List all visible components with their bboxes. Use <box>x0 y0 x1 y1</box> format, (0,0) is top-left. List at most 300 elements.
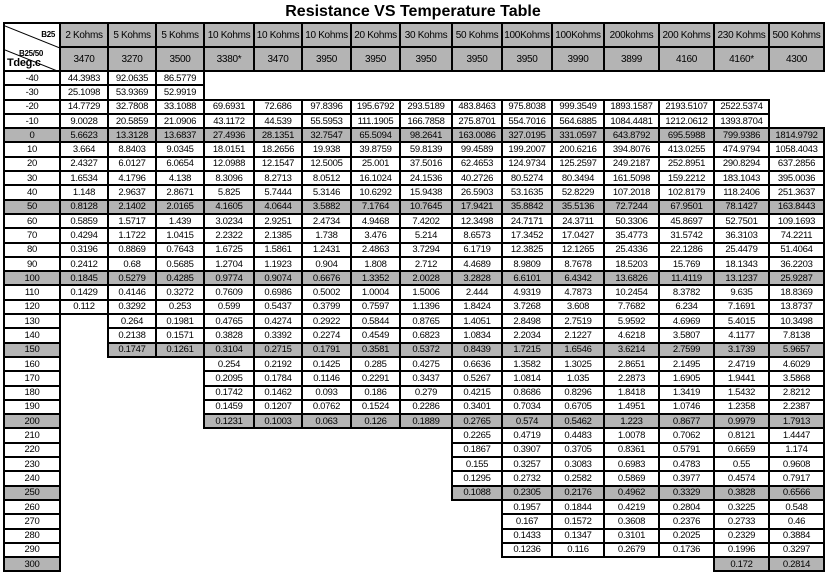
resistance-value-cell: 6.6101 <box>502 271 552 285</box>
resistance-value-cell: 2.8651 <box>604 357 659 371</box>
empty-cell <box>108 371 156 385</box>
table-row <box>4 486 824 500</box>
resistance-value-cell: 35.5136 <box>552 200 604 214</box>
resistance-value-cell: 6.1719 <box>452 243 502 257</box>
temperature-cell: 90 <box>4 257 60 271</box>
empty-cell <box>714 71 769 85</box>
empty-cell <box>302 514 351 528</box>
empty-cell <box>452 529 502 543</box>
resistance-value-cell: 0.4294 <box>60 228 108 242</box>
resistance-value-cell: 0.6986 <box>254 285 302 299</box>
empty-cell <box>156 486 204 500</box>
resistance-value-cell: 2.1227 <box>552 328 604 342</box>
resistance-value-cell: 6.0127 <box>108 157 156 171</box>
resistance-value-cell: 0.9774 <box>204 271 254 285</box>
resistance-value-cell: 0.093 <box>302 386 351 400</box>
empty-cell <box>60 357 108 371</box>
resistance-value-cell: 2.8498 <box>502 314 552 328</box>
resistance-value-cell: 163.8443 <box>769 200 824 214</box>
empty-cell <box>108 357 156 371</box>
resistance-value-cell: 0.55 <box>714 457 769 471</box>
resistance-value-cell: 5.825 <box>204 185 254 199</box>
resistance-value-cell: 0.5791 <box>659 443 714 457</box>
empty-cell <box>302 500 351 514</box>
resistance-value-cell: 0.1347 <box>552 529 604 543</box>
empty-cell <box>60 400 108 414</box>
resistance-value-cell: 0.8361 <box>604 443 659 457</box>
empty-cell <box>351 428 400 442</box>
empty-cell <box>552 71 604 85</box>
resistance-value-cell: 86.5779 <box>156 71 204 85</box>
table-row <box>4 200 824 214</box>
resistance-value-cell: 0.2305 <box>502 486 552 500</box>
resistance-value-cell: 1.4051 <box>452 314 502 328</box>
table-row <box>4 114 824 128</box>
empty-cell <box>302 443 351 457</box>
resistance-value-cell: 0.6636 <box>452 357 502 371</box>
empty-cell <box>302 457 351 471</box>
resistance-value-cell: 8.3096 <box>204 171 254 185</box>
resistance-value-cell: 483.8463 <box>452 100 502 114</box>
resistance-value-cell: 1.738 <box>302 228 351 242</box>
resistance-value-cell: 1.223 <box>604 414 659 428</box>
table-row <box>4 314 824 328</box>
empty-cell <box>156 557 204 571</box>
empty-cell <box>254 486 302 500</box>
column-header-resistance: 500 Kohms <box>769 23 824 47</box>
column-header-beta: 3990 <box>552 47 604 71</box>
resistance-value-cell: 8.0512 <box>302 171 351 185</box>
resistance-value-cell: 1084.4481 <box>604 114 659 128</box>
resistance-value-cell: 1.1923 <box>254 257 302 271</box>
resistance-value-cell: 2.1385 <box>254 228 302 242</box>
resistance-value-cell: 0.5844 <box>351 314 400 328</box>
resistance-value-cell: 24.3711 <box>552 214 604 228</box>
resistance-value-cell: 0.8869 <box>108 243 156 257</box>
empty-cell <box>108 471 156 485</box>
resistance-value-cell: 0.3608 <box>604 514 659 528</box>
resistance-value-cell: 0.8121 <box>714 428 769 442</box>
resistance-value-cell: 0.126 <box>351 414 400 428</box>
resistance-value-cell: 0.4765 <box>204 314 254 328</box>
resistance-value-cell: 1.5432 <box>714 386 769 400</box>
empty-cell <box>351 71 400 85</box>
resistance-value-cell: 99.4589 <box>452 142 502 156</box>
table-row <box>4 529 824 543</box>
table-row <box>4 300 824 314</box>
resistance-value-cell: 0.1572 <box>552 514 604 528</box>
empty-cell <box>254 557 302 571</box>
resistance-value-cell: 1.035 <box>552 371 604 385</box>
temperature-cell: 110 <box>4 285 60 299</box>
empty-cell <box>204 557 254 571</box>
resistance-value-cell: 0.2138 <box>108 328 156 342</box>
resistance-value-cell: 4.6969 <box>659 314 714 328</box>
empty-cell <box>60 343 108 357</box>
resistance-value-cell: 5.6623 <box>60 128 108 142</box>
empty-cell <box>254 457 302 471</box>
temperature-cell: -20 <box>4 100 60 114</box>
resistance-value-cell: 0.9074 <box>254 271 302 285</box>
column-header-beta: 3950 <box>351 47 400 71</box>
resistance-value-cell: 1393.8704 <box>714 114 769 128</box>
column-header-beta: 4160* <box>714 47 769 71</box>
empty-cell <box>351 471 400 485</box>
resistance-value-cell: 7.1691 <box>714 300 769 314</box>
resistance-value-cell: 2.4734 <box>302 214 351 228</box>
empty-cell <box>60 500 108 514</box>
resistance-value-cell: 0.1742 <box>204 386 254 400</box>
resistance-value-cell: 0.1231 <box>204 414 254 428</box>
resistance-value-cell: 0.3297 <box>769 543 824 557</box>
temperature-cell: 240 <box>4 471 60 485</box>
resistance-value-cell: 10.3498 <box>769 314 824 328</box>
resistance-value-cell: 36.3103 <box>714 228 769 242</box>
resistance-value-cell: 25.4336 <box>604 243 659 257</box>
resistance-value-cell: 159.2212 <box>659 171 714 185</box>
empty-cell <box>400 543 452 557</box>
empty-cell <box>254 471 302 485</box>
empty-cell <box>156 443 204 457</box>
empty-cell <box>60 557 108 571</box>
table-row <box>4 128 824 142</box>
resistance-value-cell: 0.5267 <box>452 371 502 385</box>
resistance-value-cell: 28.1351 <box>254 128 302 142</box>
resistance-value-cell: 474.9794 <box>714 142 769 156</box>
resistance-value-cell: 8.2713 <box>254 171 302 185</box>
resistance-value-cell: 1.6725 <box>204 243 254 257</box>
resistance-value-cell: 0.1867 <box>452 443 502 457</box>
resistance-value-cell: 0.1996 <box>714 543 769 557</box>
resistance-value-cell: 1.2431 <box>302 243 351 257</box>
column-header-resistance: 100Kohms <box>552 23 604 47</box>
resistance-value-cell: 0.3101 <box>604 529 659 543</box>
empty-cell <box>108 543 156 557</box>
resistance-value-cell: 163.0086 <box>452 128 502 142</box>
empty-cell <box>60 457 108 471</box>
resistance-value-cell: 80.3494 <box>552 171 604 185</box>
resistance-value-cell: 8.3782 <box>659 285 714 299</box>
empty-cell <box>204 514 254 528</box>
table-row <box>4 500 824 514</box>
resistance-value-cell: 125.2597 <box>552 157 604 171</box>
temperature-cell: -10 <box>4 114 60 128</box>
resistance-value-cell: 12.3498 <box>452 214 502 228</box>
resistance-value-cell: 0.4274 <box>254 314 302 328</box>
resistance-value-cell: 40.2726 <box>452 171 502 185</box>
column-header-beta: 3950 <box>452 47 502 71</box>
empty-cell <box>302 71 351 85</box>
resistance-value-cell: 0.4215 <box>452 386 502 400</box>
resistance-value-cell: 413.0255 <box>659 142 714 156</box>
resistance-value-cell: 4.138 <box>156 171 204 185</box>
resistance-value-cell: 8.6573 <box>452 228 502 242</box>
resistance-value-cell: 637.2856 <box>769 157 824 171</box>
resistance-value-cell: 1.0004 <box>351 285 400 299</box>
resistance-value-cell: 7.1764 <box>351 200 400 214</box>
resistance-value-cell: 98.2641 <box>400 128 452 142</box>
resistance-value-cell: 6.234 <box>659 300 714 314</box>
column-header-resistance: 10 Kohms <box>204 23 254 47</box>
resistance-value-cell: 0.6659 <box>714 443 769 457</box>
resistance-value-cell: 0.155 <box>452 457 502 471</box>
empty-cell <box>254 85 302 99</box>
empty-cell <box>108 386 156 400</box>
resistance-value-cell: 0.1889 <box>400 414 452 428</box>
temperature-cell: 220 <box>4 443 60 457</box>
empty-cell <box>452 557 502 571</box>
resistance-value-cell: 0.6983 <box>604 457 659 471</box>
resistance-value-cell: 0.4549 <box>351 328 400 342</box>
resistance-value-cell: 80.5274 <box>502 171 552 185</box>
resistance-value-cell: 0.6676 <box>302 271 351 285</box>
temperature-cell: 50 <box>4 200 60 214</box>
resistance-value-cell: 1.8424 <box>452 300 502 314</box>
empty-cell <box>204 71 254 85</box>
resistance-value-cell: 695.5988 <box>659 128 714 142</box>
resistance-value-cell: 16.1024 <box>351 171 400 185</box>
resistance-value-cell: 13.8737 <box>769 300 824 314</box>
resistance-value-cell: 4.1177 <box>714 328 769 342</box>
resistance-value-cell: 0.2291 <box>351 371 400 385</box>
empty-cell <box>60 471 108 485</box>
resistance-value-cell: 0.3104 <box>204 343 254 357</box>
corner-label-temperature: Tdeg.c <box>7 57 41 69</box>
resistance-value-cell: 0.548 <box>769 500 824 514</box>
empty-cell <box>254 71 302 85</box>
resistance-value-cell: 0.574 <box>502 414 552 428</box>
empty-cell <box>204 443 254 457</box>
resistance-value-cell: 0.1845 <box>60 271 108 285</box>
resistance-value-cell: 0.264 <box>108 314 156 328</box>
temperature-cell: 70 <box>4 228 60 242</box>
table-row <box>4 543 824 557</box>
table-row <box>4 357 824 371</box>
resistance-value-cell: 0.7609 <box>204 285 254 299</box>
table-row <box>4 514 824 528</box>
empty-cell <box>60 486 108 500</box>
resistance-value-cell: 51.4064 <box>769 243 824 257</box>
resistance-value-cell: 12.5005 <box>302 157 351 171</box>
empty-cell <box>108 529 156 543</box>
resistance-value-cell: 1.0078 <box>604 428 659 442</box>
temperature-cell: 120 <box>4 300 60 314</box>
resistance-value-cell: 8.8403 <box>108 142 156 156</box>
resistance-value-cell: 13.6837 <box>156 128 204 142</box>
resistance-value-cell: 7.4202 <box>400 214 452 228</box>
header-row-resistance <box>4 23 824 47</box>
corner-header-cell <box>4 23 60 71</box>
resistance-value-cell: 1.148 <box>60 185 108 199</box>
table-row <box>4 157 824 171</box>
resistance-value-cell: 1.3352 <box>351 271 400 285</box>
resistance-value-cell: 0.1433 <box>502 529 552 543</box>
empty-cell <box>400 500 452 514</box>
column-header-beta: 3950 <box>502 47 552 71</box>
resistance-value-cell: 252.8951 <box>659 157 714 171</box>
empty-cell <box>60 371 108 385</box>
resistance-value-cell: 643.8792 <box>604 128 659 142</box>
resistance-value-cell: 0.112 <box>60 300 108 314</box>
resistance-value-cell: 0.9608 <box>769 457 824 471</box>
empty-cell <box>769 114 824 128</box>
resistance-value-cell: 0.5437 <box>254 300 302 314</box>
resistance-value-cell: 22.1286 <box>659 243 714 257</box>
table-row <box>4 428 824 442</box>
table-row <box>4 185 824 199</box>
resistance-value-cell: 6.0654 <box>156 157 204 171</box>
temperature-cell: 150 <box>4 343 60 357</box>
resistance-value-cell: 0.2274 <box>302 328 351 342</box>
resistance-value-cell: 0.2715 <box>254 343 302 357</box>
resistance-value-cell: 327.0195 <box>502 128 552 142</box>
empty-cell <box>400 71 452 85</box>
resistance-value-cell: 1.808 <box>351 257 400 271</box>
temperature-cell: 210 <box>4 428 60 442</box>
resistance-value-cell: 0.68 <box>108 257 156 271</box>
resistance-value-cell: 0.0762 <box>302 400 351 414</box>
resistance-value-cell: 0.2804 <box>659 500 714 514</box>
empty-cell <box>452 71 502 85</box>
resistance-value-cell: 1.8418 <box>604 386 659 400</box>
resistance-value-cell: 2.7519 <box>552 314 604 328</box>
resistance-value-cell: 290.8294 <box>714 157 769 171</box>
empty-cell <box>254 529 302 543</box>
resistance-value-cell: 0.279 <box>400 386 452 400</box>
resistance-value-cell: 4.6029 <box>769 357 824 371</box>
resistance-value-cell: 0.5869 <box>604 471 659 485</box>
temperature-cell: 300 <box>4 557 60 571</box>
resistance-value-cell: 1.5717 <box>108 214 156 228</box>
empty-cell <box>108 428 156 442</box>
empty-cell <box>400 443 452 457</box>
empty-cell <box>60 529 108 543</box>
temperature-cell: 100 <box>4 271 60 285</box>
empty-cell <box>452 543 502 557</box>
resistance-value-cell: 14.7729 <box>60 100 108 114</box>
resistance-value-cell: 0.2679 <box>604 543 659 557</box>
resistance-value-cell: 0.3581 <box>351 343 400 357</box>
resistance-value-cell: 1.439 <box>156 214 204 228</box>
empty-cell <box>351 557 400 571</box>
resistance-value-cell: 0.7062 <box>659 428 714 442</box>
resistance-value-cell: 0.2582 <box>552 471 604 485</box>
resistance-value-cell: 3.5868 <box>769 371 824 385</box>
resistance-value-cell: 293.5189 <box>400 100 452 114</box>
resistance-value-cell: 17.9421 <box>452 200 502 214</box>
empty-cell <box>60 514 108 528</box>
empty-cell <box>552 557 604 571</box>
empty-cell <box>60 328 108 342</box>
resistance-value-cell: 0.1088 <box>452 486 502 500</box>
empty-cell <box>204 529 254 543</box>
resistance-value-cell: 395.0036 <box>769 171 824 185</box>
resistance-value-cell: 33.1088 <box>156 100 204 114</box>
table-row <box>4 471 824 485</box>
resistance-value-cell: 78.1427 <box>714 200 769 214</box>
resistance-value-cell: 1.6546 <box>552 343 604 357</box>
column-header-beta: 3950 <box>302 47 351 71</box>
temperature-cell: 80 <box>4 243 60 257</box>
resistance-value-cell: 0.3225 <box>714 500 769 514</box>
empty-cell <box>351 529 400 543</box>
column-header-resistance: 230 Kohms <box>714 23 769 47</box>
resistance-value-cell: 0.1736 <box>659 543 714 557</box>
resistance-value-cell: 52.7501 <box>714 214 769 228</box>
empty-cell <box>108 400 156 414</box>
empty-cell <box>204 486 254 500</box>
resistance-value-cell: 0.1236 <box>502 543 552 557</box>
resistance-value-cell: 0.8296 <box>552 386 604 400</box>
resistance-value-cell: 12.1265 <box>552 243 604 257</box>
resistance-value-cell: 0.5372 <box>400 343 452 357</box>
resistance-value-cell: 0.7917 <box>769 471 824 485</box>
header-row-beta <box>4 47 824 71</box>
resistance-temperature-table <box>3 22 825 572</box>
resistance-value-cell: 1.3419 <box>659 386 714 400</box>
resistance-value-cell: 1.4447 <box>769 428 824 442</box>
empty-cell <box>254 500 302 514</box>
empty-cell <box>769 85 824 99</box>
resistance-value-cell: 3.6214 <box>604 343 659 357</box>
page-title: Resistance VS Temperature Table <box>285 3 541 20</box>
empty-cell <box>769 100 824 114</box>
resistance-value-cell: 24.7171 <box>502 214 552 228</box>
temperature-cell: 30 <box>4 171 60 185</box>
resistance-value-cell: 975.8038 <box>502 100 552 114</box>
resistance-value-cell: 2.2034 <box>502 328 552 342</box>
empty-cell <box>769 71 824 85</box>
column-header-resistance: 30 Kohms <box>400 23 452 47</box>
resistance-value-cell: 0.3907 <box>502 443 552 457</box>
resistance-value-cell: 1.9441 <box>714 371 769 385</box>
resistance-value-cell: 2.4719 <box>714 357 769 371</box>
empty-cell <box>302 486 351 500</box>
resistance-value-cell: 5.7444 <box>254 185 302 199</box>
resistance-value-cell: 3.7268 <box>502 300 552 314</box>
resistance-value-cell: 161.5098 <box>604 171 659 185</box>
resistance-value-cell: 0.1425 <box>302 357 351 371</box>
resistance-value-cell: 0.2922 <box>302 314 351 328</box>
resistance-value-cell: 0.1524 <box>351 400 400 414</box>
column-header-resistance: 10 Kohms <box>254 23 302 47</box>
empty-cell <box>204 85 254 99</box>
resistance-value-cell: 0.2733 <box>714 514 769 528</box>
resistance-value-cell: 17.0427 <box>552 228 604 242</box>
resistance-value-cell: 0.254 <box>204 357 254 371</box>
resistance-value-cell: 4.1605 <box>204 200 254 214</box>
resistance-value-cell: 1058.4043 <box>769 142 824 156</box>
empty-cell <box>452 85 502 99</box>
resistance-value-cell: 111.1905 <box>351 114 400 128</box>
resistance-value-cell: 53.1635 <box>502 185 552 199</box>
table-row <box>4 285 824 299</box>
empty-cell <box>204 457 254 471</box>
resistance-value-cell: 0.3083 <box>552 457 604 471</box>
temperature-cell: 60 <box>4 214 60 228</box>
resistance-value-cell: 18.5203 <box>604 257 659 271</box>
resistance-value-cell: 65.5094 <box>351 128 400 142</box>
resistance-value-cell: 0.1957 <box>502 500 552 514</box>
corner-label-b25: B25 <box>41 30 55 39</box>
resistance-value-cell: 3.608 <box>552 300 604 314</box>
temperature-cell: 20 <box>4 157 60 171</box>
table-row <box>4 371 824 385</box>
resistance-value-cell: 107.2018 <box>604 185 659 199</box>
resistance-value-cell: 2.7599 <box>659 343 714 357</box>
table-row <box>4 142 824 156</box>
resistance-value-cell: 1814.9792 <box>769 128 824 142</box>
